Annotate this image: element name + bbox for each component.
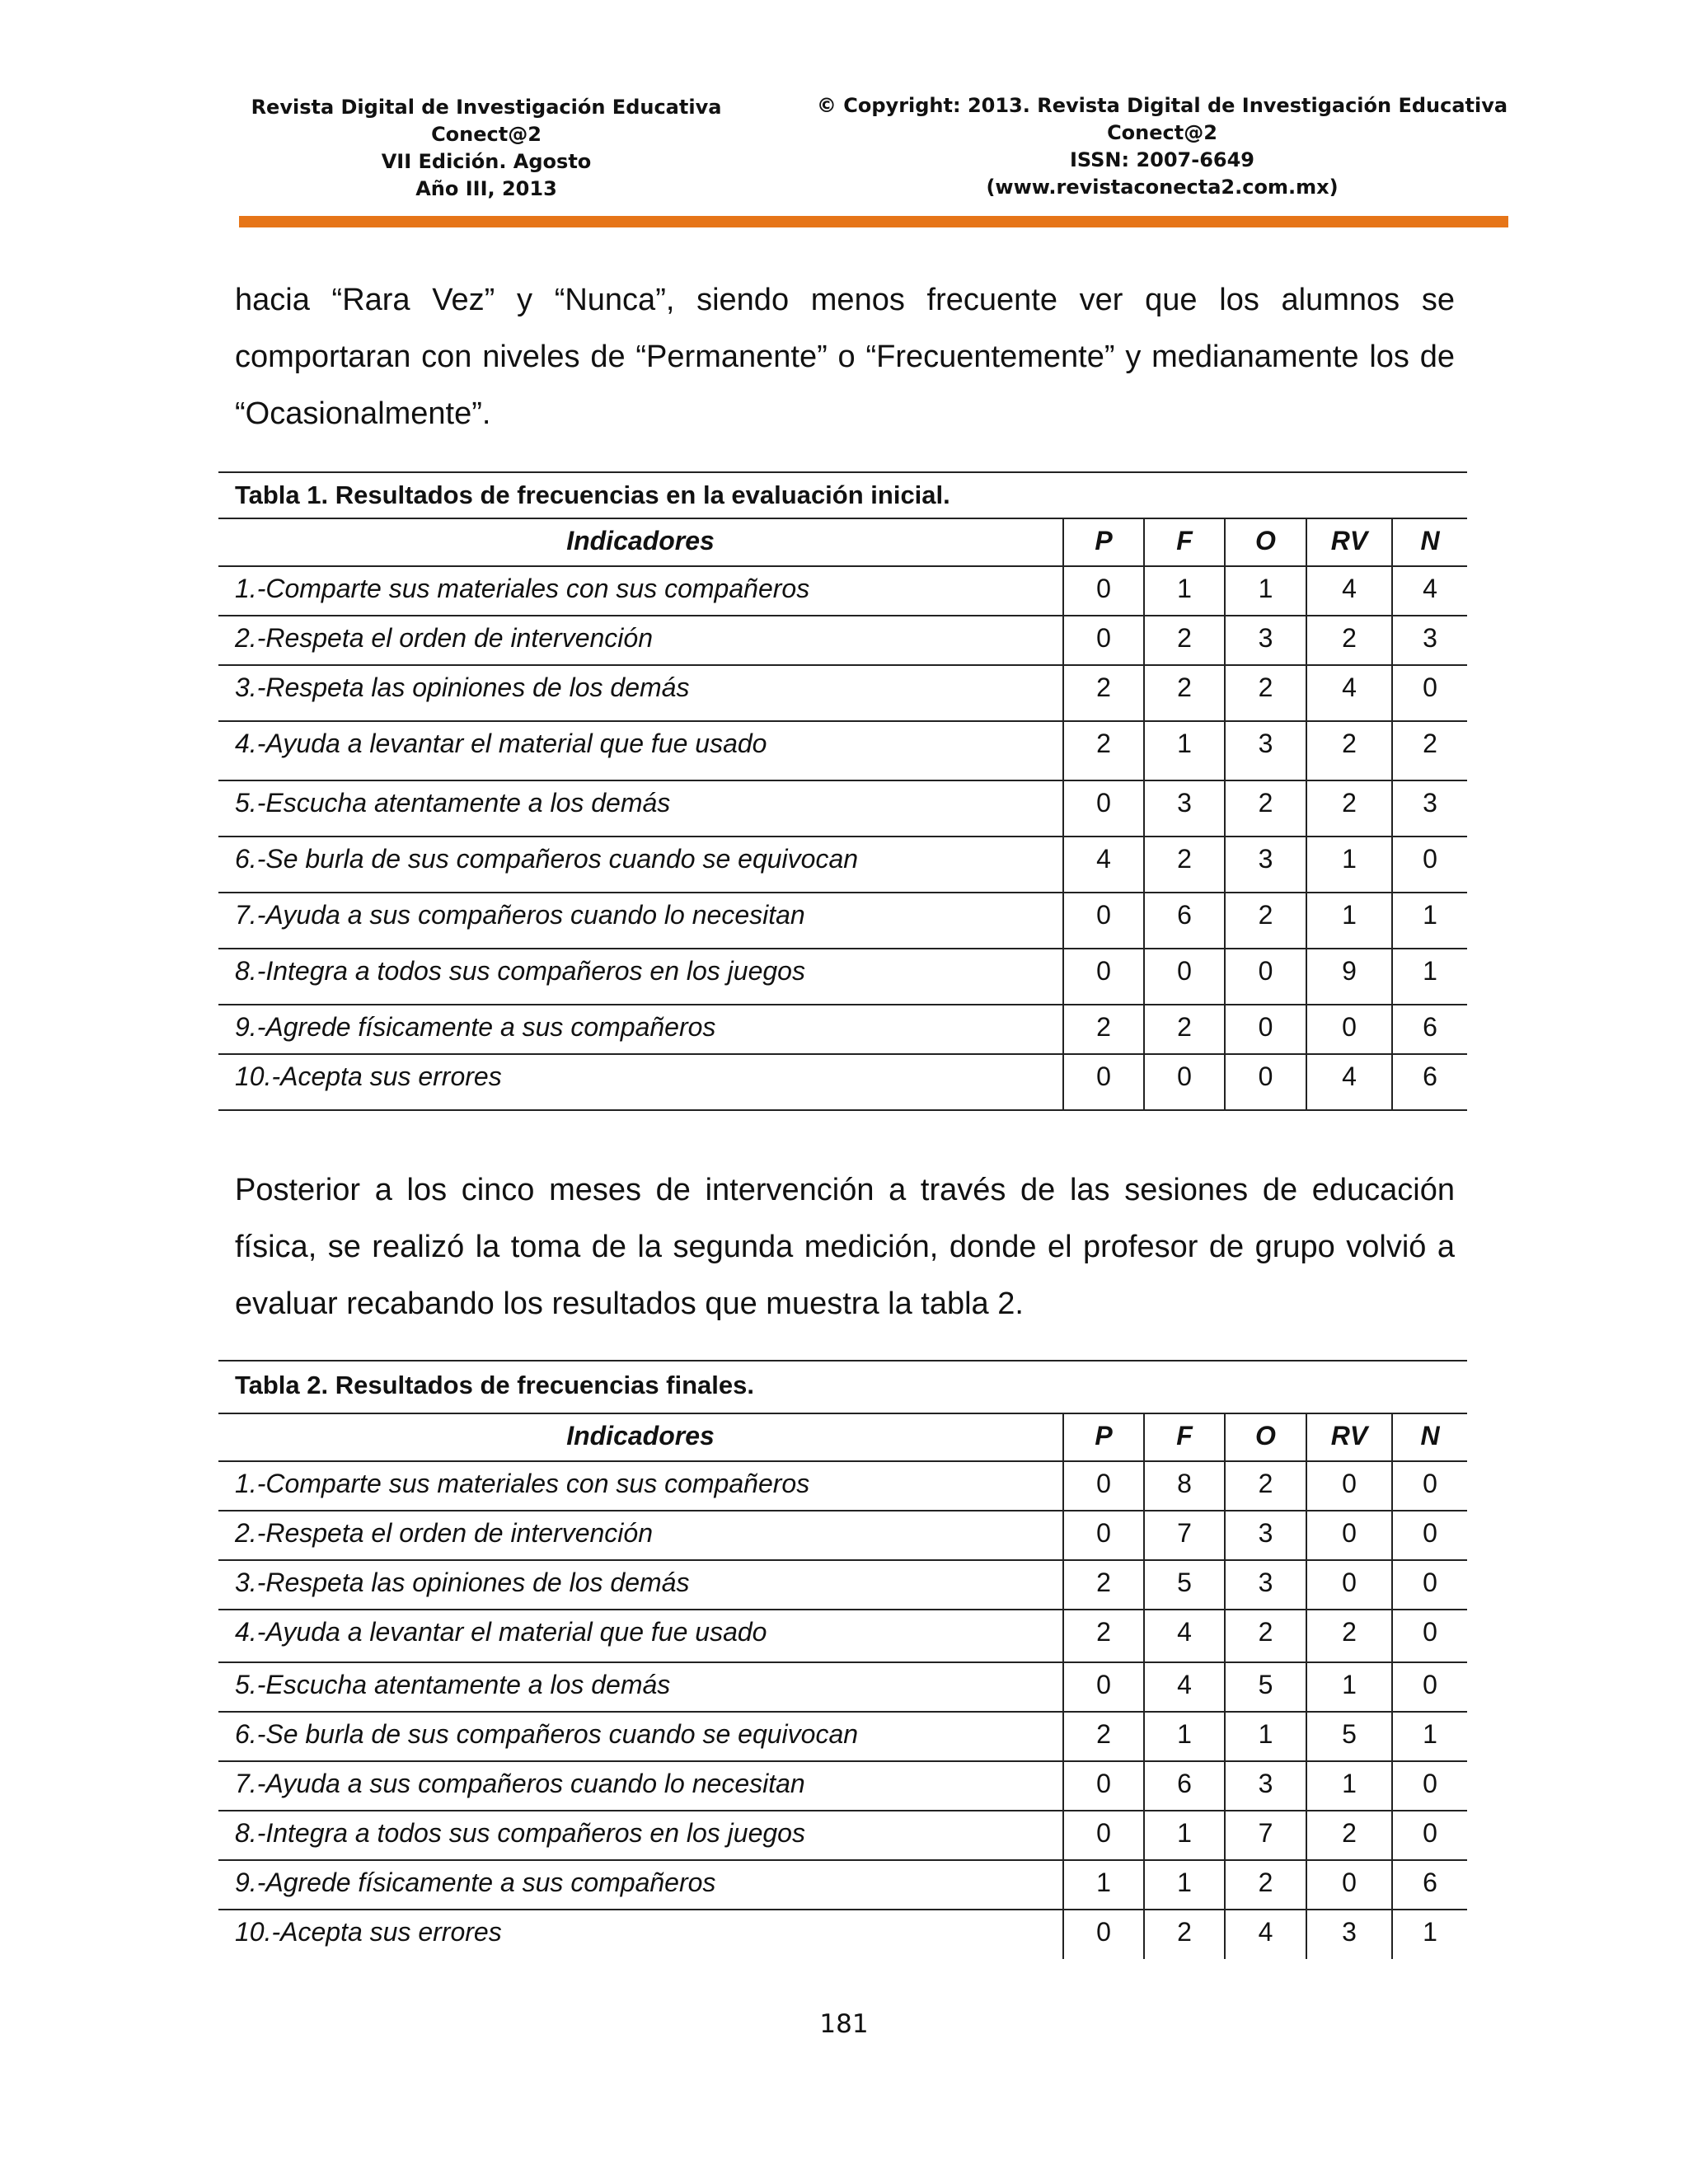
value-cell: 0 [1392, 1461, 1467, 1511]
indicator-cell: 9.-Agrede físicamente a sus compañeros [235, 1868, 716, 1897]
value-cell: 0 [1392, 1511, 1467, 1560]
table-1-caption: Tabla 1. Resultados de frecuencias en la evaluación inicial. [218, 471, 1467, 518]
indicator-cell: 7.-Ayuda a sus compañeros cuando lo necesitan [235, 1769, 805, 1798]
value-cell: 0 [1392, 837, 1467, 893]
column-header: F [1144, 1413, 1225, 1461]
table-row [218, 1712, 1467, 1761]
value-cell: 4 [1063, 837, 1144, 893]
value-cell: 4 [1144, 1610, 1225, 1662]
value-cell: 6 [1144, 893, 1225, 949]
indicator-cell: 3.-Respeta las opiniones de los demás [235, 673, 690, 702]
paragraph-second-measure: Posterior a los cinco meses de intervención a través de las sesiones de educación física, se realizó la toma de la segunda medición, donde el profesor de grupo volvió a evaluar recabando los resultados que muestra la tabla 2. [235, 1173, 1455, 1321]
value-cell: 3 [1392, 780, 1467, 837]
column-header: O [1225, 518, 1306, 566]
value-cell: 1 [1392, 949, 1467, 1005]
table-row [218, 1461, 1467, 1511]
value-cell: 6 [1392, 1054, 1467, 1110]
value-cell: 6 [1392, 1860, 1467, 1910]
value-cell: 0 [1392, 665, 1467, 721]
value-cell: 0 [1144, 949, 1225, 1005]
header-rule [239, 216, 1508, 227]
table-row [218, 1511, 1467, 1560]
table-2-grid [218, 1413, 1467, 1959]
table-row [218, 1610, 1467, 1662]
value-cell: 2 [1225, 1610, 1306, 1662]
value-cell: 0 [1063, 1054, 1144, 1110]
page-number: 181 [819, 2009, 869, 2039]
value-cell: 2 [1063, 665, 1144, 721]
value-cell: 2 [1306, 616, 1392, 665]
value-cell: 3 [1225, 1560, 1306, 1610]
value-cell: 2 [1063, 1610, 1144, 1662]
table-row [218, 1560, 1467, 1610]
value-cell: 0 [1225, 1054, 1306, 1110]
indicator-cell: 5.-Escucha atentamente a los demás [235, 1670, 671, 1699]
value-cell: 2 [1306, 1811, 1392, 1860]
value-cell: 2 [1225, 1461, 1306, 1511]
value-cell: 0 [1306, 1860, 1392, 1910]
value-cell: 1 [1144, 721, 1225, 780]
indicator-cell: 9.-Agrede físicamente a sus compañeros [235, 1012, 716, 1042]
column-header: N [1392, 1413, 1467, 1461]
edition: VII Edición. Agosto [381, 150, 592, 173]
value-cell: 0 [1392, 1560, 1467, 1610]
value-cell: 0 [1392, 1811, 1467, 1860]
value-cell: 2 [1144, 1910, 1225, 1959]
table-row [218, 1811, 1467, 1860]
value-cell: 4 [1225, 1910, 1306, 1959]
table-row [218, 616, 1467, 665]
value-cell: 2 [1225, 1860, 1306, 1910]
value-cell: 0 [1063, 566, 1144, 616]
value-cell: 0 [1144, 1054, 1225, 1110]
value-cell: 8 [1144, 1461, 1225, 1511]
year: Año III, 2013 [415, 177, 557, 200]
value-cell: 3 [1225, 1761, 1306, 1811]
value-cell: 1 [1306, 1662, 1392, 1712]
column-header: F [1144, 518, 1225, 566]
value-cell: 0 [1063, 1511, 1144, 1560]
value-cell: 0 [1306, 1005, 1392, 1054]
value-cell: 1 [1392, 893, 1467, 949]
value-cell: 3 [1306, 1910, 1392, 1959]
table-row [218, 665, 1467, 721]
value-cell: 0 [1306, 1511, 1392, 1560]
value-cell: 0 [1225, 1005, 1306, 1054]
table-1-grid [218, 518, 1467, 1111]
table1-header-row [218, 518, 1467, 566]
indicator-cell: 2.-Respeta el orden de intervención [235, 623, 653, 653]
table-2-caption: Tabla 2. Resultados de frecuencias finales. [218, 1360, 1467, 1413]
value-cell: 6 [1144, 1761, 1225, 1811]
value-cell: 0 [1063, 616, 1144, 665]
value-cell: 0 [1063, 1910, 1144, 1959]
value-cell: 2 [1225, 665, 1306, 721]
value-cell: 1 [1392, 1712, 1467, 1761]
table2-header-row [218, 1413, 1467, 1461]
indicator-cell: 10.-Acepta sus errores [235, 1062, 502, 1091]
value-cell: 2 [1306, 721, 1392, 780]
value-cell: 0 [1063, 1811, 1144, 1860]
value-cell: 2 [1063, 721, 1144, 780]
journal-name: Revista Digital de Investigación Educativa [251, 96, 722, 119]
value-cell: 0 [1063, 780, 1144, 837]
value-cell: 3 [1225, 721, 1306, 780]
value-cell: 3 [1392, 616, 1467, 665]
value-cell: 3 [1225, 616, 1306, 665]
value-cell: 2 [1225, 780, 1306, 837]
value-cell: 2 [1063, 1712, 1144, 1761]
table-row [218, 1054, 1467, 1110]
value-cell: 0 [1306, 1560, 1392, 1610]
indicator-cell: 3.-Respeta las opiniones de los demás [235, 1568, 690, 1597]
table-row [218, 1860, 1467, 1910]
value-cell: 3 [1225, 1511, 1306, 1560]
value-cell: 0 [1063, 893, 1144, 949]
paragraph-intro: hacia “Rara Vez” y “Nunca”, siendo menos frecuente ver que los alumnos se comportaran con niveles de “Permanente” o “Frecuentemente” y medianamente los de “Ocasionalmente”. [235, 283, 1455, 431]
journal-header-right [816, 92, 1508, 201]
column-header: N [1392, 518, 1467, 566]
column-header: O [1225, 1413, 1306, 1461]
value-cell: 2 [1144, 616, 1225, 665]
value-cell: 4 [1306, 1054, 1392, 1110]
table-row [218, 566, 1467, 616]
column-header: Indicadores [566, 1421, 715, 1451]
value-cell: 1 [1306, 893, 1392, 949]
value-cell: 3 [1144, 780, 1225, 837]
indicator-cell: 1.-Comparte sus materiales con sus compañeros [235, 574, 810, 603]
value-cell: 4 [1306, 665, 1392, 721]
column-header: Indicadores [566, 526, 715, 555]
table-1 [218, 471, 1467, 1111]
value-cell: 1 [1306, 1761, 1392, 1811]
value-cell: 2 [1144, 665, 1225, 721]
value-cell: 0 [1063, 1662, 1144, 1712]
value-cell: 1 [1306, 837, 1392, 893]
value-cell: 0 [1063, 949, 1144, 1005]
table-row [218, 1910, 1467, 1959]
value-cell: 7 [1144, 1511, 1225, 1560]
indicator-cell: 4.-Ayuda a levantar el material que fue usado [235, 1617, 767, 1647]
value-cell: 0 [1306, 1461, 1392, 1511]
value-cell: 2 [1225, 893, 1306, 949]
table-row [218, 1761, 1467, 1811]
table-row [218, 1005, 1467, 1054]
value-cell: 7 [1225, 1811, 1306, 1860]
table-2 [218, 1360, 1467, 1959]
value-cell: 9 [1306, 949, 1392, 1005]
value-cell: 0 [1392, 1610, 1467, 1662]
value-cell: 2 [1144, 1005, 1225, 1054]
value-cell: 2 [1144, 837, 1225, 893]
indicator-cell: 10.-Acepta sus errores [235, 1917, 502, 1947]
table-row [218, 837, 1467, 893]
value-cell: 0 [1225, 949, 1306, 1005]
value-cell: 2 [1063, 1560, 1144, 1610]
value-cell: 0 [1392, 1662, 1467, 1712]
journal-short-name: Conect@2 [431, 123, 542, 146]
column-header: P [1063, 518, 1144, 566]
column-header: P [1063, 1413, 1144, 1461]
journal-short-name-right: Conect@2 [1107, 121, 1217, 144]
value-cell: 2 [1306, 1610, 1392, 1662]
value-cell: 4 [1144, 1662, 1225, 1712]
value-cell: 1 [1144, 566, 1225, 616]
indicator-cell: 1.-Comparte sus materiales con sus compañeros [235, 1469, 810, 1498]
indicator-cell: 8.-Integra a todos sus compañeros en los juegos [235, 956, 805, 986]
copyright: © Copyright: 2013. Revista Digital de Investigación Educativa [816, 94, 1508, 117]
value-cell: 5 [1225, 1662, 1306, 1712]
indicator-cell: 4.-Ayuda a levantar el material que fue usado [235, 729, 767, 758]
table-row [218, 949, 1467, 1005]
table-row [218, 780, 1467, 837]
table-row [218, 893, 1467, 949]
value-cell: 5 [1306, 1712, 1392, 1761]
indicator-cell: 6.-Se burla de sus compañeros cuando se equivocan [235, 1719, 859, 1749]
column-header: RV [1306, 518, 1392, 566]
value-cell: 1 [1392, 1910, 1467, 1959]
value-cell: 0 [1063, 1761, 1144, 1811]
journal-url: (www.revistaconecta2.com.mx) [986, 176, 1339, 199]
indicator-cell: 6.-Se burla de sus compañeros cuando se equivocan [235, 844, 859, 874]
value-cell: 1 [1144, 1712, 1225, 1761]
indicator-cell: 5.-Escucha atentamente a los demás [235, 788, 671, 818]
value-cell: 5 [1144, 1560, 1225, 1610]
issn: ISSN: 2007-6649 [1069, 148, 1254, 171]
value-cell: 3 [1225, 837, 1306, 893]
value-cell: 6 [1392, 1005, 1467, 1054]
indicator-cell: 2.-Respeta el orden de intervención [235, 1518, 653, 1548]
value-cell: 4 [1306, 566, 1392, 616]
journal-header-left [239, 94, 734, 203]
value-cell: 2 [1063, 1005, 1144, 1054]
value-cell: 4 [1392, 566, 1467, 616]
value-cell: 0 [1392, 1761, 1467, 1811]
value-cell: 2 [1306, 780, 1392, 837]
value-cell: 0 [1063, 1461, 1144, 1511]
value-cell: 1 [1063, 1860, 1144, 1910]
value-cell: 1 [1225, 1712, 1306, 1761]
value-cell: 2 [1392, 721, 1467, 780]
value-cell: 1 [1144, 1811, 1225, 1860]
value-cell: 1 [1225, 566, 1306, 616]
table-row [218, 1662, 1467, 1712]
indicator-cell: 7.-Ayuda a sus compañeros cuando lo necesitan [235, 900, 805, 930]
value-cell: 1 [1144, 1860, 1225, 1910]
column-header: RV [1306, 1413, 1392, 1461]
table-row [218, 721, 1467, 780]
indicator-cell: 8.-Integra a todos sus compañeros en los juegos [235, 1818, 805, 1848]
